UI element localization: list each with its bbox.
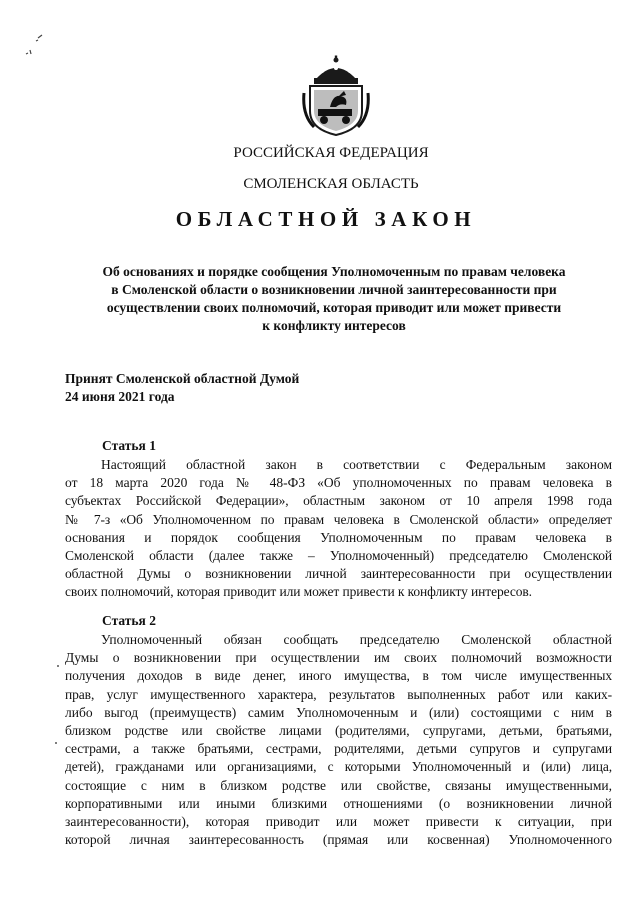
adoption-date: 24 июня 2021 года — [65, 389, 175, 404]
scan-speck — [57, 665, 59, 667]
article-2-text — [65, 631, 612, 849]
adoption-info — [65, 370, 299, 406]
text-line: получения доходов в виде денег, иного имущества, в том числе имущественных — [65, 668, 612, 684]
text-line: Настоящий областной закон в соответствии с Федеральным законом — [101, 457, 612, 472]
text-line: близком родстве или свойстве лицами (родителями, супругами, детьми, братьями, — [65, 723, 612, 739]
text-line: Смоленской области (далее также – Уполномоченный) председателю Смоленской — [65, 548, 612, 564]
article-1-heading: Статья 1 — [102, 438, 156, 453]
text-line: областной Думы о возникновении личной заинтересованности при осуществлении — [65, 566, 612, 582]
text-line: № 7-з «Об Уполномоченном по правам человека в Смоленской области» определяет — [65, 511, 612, 527]
text-line: состоящие с ним в близком родстве или свойстве, связаны имущественными, — [65, 777, 612, 793]
article-2-heading: Статья 2 — [102, 613, 156, 628]
article-1-text — [65, 456, 612, 602]
text-line: корпоративными или иными близкими отношениями (о возникновении личной — [65, 795, 612, 811]
text-line: основания и порядок сообщения Уполномоченным по правам человека в — [65, 529, 612, 545]
text-line: прав, услуг имущественного характера, результатов выполненных работ или каких- — [65, 686, 612, 702]
federation-heading: РОССИЙСКАЯ ФЕДЕРАЦИЯ — [233, 145, 429, 161]
text-line: Думы о возникновении при осуществлении им своих полномочий возможности — [65, 650, 612, 666]
title-line: осуществлении своих полномочий, которая приводит или может привести — [106, 300, 562, 315]
region-heading: СМОЛЕНСКАЯ ОБЛАСТЬ — [243, 176, 419, 192]
title-line: к конфликту интересов — [262, 318, 406, 333]
text-line: либо выгод (преимуществ) самим Уполномоченным и (или) состоящими с ним в — [65, 704, 612, 720]
text-line: детей), гражданами или организациями, с которыми Уполномоченный и (или) лица, — [65, 759, 612, 775]
title-line: в Смоленской области о возникновении личной заинтересованности при — [111, 282, 557, 297]
law-title — [66, 263, 602, 335]
text-line: от 18 марта 2020 года № 48-ФЗ «Об уполномоченных по правам человека в — [65, 475, 612, 491]
law-type-title: ОБЛАСТНОЙ ЗАКОН — [175, 207, 477, 231]
coat-of-arms-emblem-icon — [300, 55, 372, 137]
title-line: Об основаниях и порядке сообщения Уполномоченным по правам человека — [102, 264, 566, 279]
scan-speck — [55, 742, 57, 744]
text-line: своих полномочий, которая приводит или может привести к конфликту интересов. — [65, 584, 532, 600]
text-line: которой личная заинтересованность (прямая или косвенная) Уполномоченного — [65, 832, 612, 848]
text-line: субъектах Российской Федерации», областным законом от 10 апреля 1998 года — [65, 493, 612, 509]
text-line: заинтересованности), которая приводит или может привести к ситуации, при — [65, 814, 612, 830]
text-line: сестрами, а также братьями, сестрами, родителями, детьми супругов и супругами — [65, 741, 612, 757]
adopted-by: Принят Смоленской областной Думой — [65, 371, 300, 386]
scan-artifact-mark — [20, 30, 50, 60]
text-line: Уполномоченный обязан сообщать председателю Смоленской областной — [101, 632, 612, 647]
